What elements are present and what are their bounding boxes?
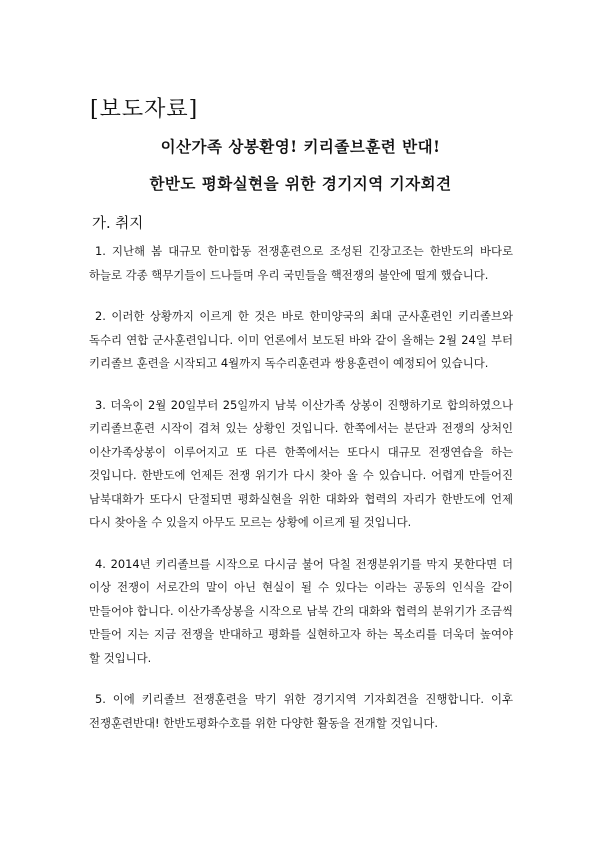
paragraph-5: 5. 이에 키리졸브 전쟁훈련을 막기 위한 경기지역 기자회견을 진행합니다. 이후 전쟁훈련반대! 한반도평화수호를 위한 다양한 활동을 전개할 것입니다.: [89, 692, 513, 730]
paragraph-3: 3. 더욱이 2월 20일부터 25일까지 남북 이산가족 상봉이 진행하기로 합의하였으나 키리졸브훈련 시작이 겹쳐 있는 상황인 것입니다. 한쪽에서는 분단과 전쟁의 상처인 이산가족상봉이 이루어지고 또 다른 한쪽에서는 또다시 대규모 전쟁연습을 하는 것입니다. 한반도에 언제든 전쟁 위기가 다시 찾아 올 수 있습니다. 어렵게 만들어진 남북대화가 또다시 단절되면 평화실현을 위한 대화와 협력의 자리가 한반도에 언제 다시 찾아올 수 있을지 아무도 모르는 상황에 이르게 될 것입니다.: [89, 397, 513, 529]
paragraph-4: 4. 2014년 키리졸브를 시작으로 다시금 불어 닥칠 전쟁분위기를 막지 못한다면 더 이상 전쟁이 서로간의 말이 아닌 현실이 될 수 있다는 이라는 공동의 인식을 같이 만들어야 합니다. 이산가족상봉을 시작으로 남북 간의 대화와 협력의 분위기가 조금씩 만들어 지는 지금 전쟁을 반대하고 평화를 실현하고자 하는 목소리를 더욱더 높여야 할 것입니다.: [89, 556, 513, 665]
title-line-1: 이산가족 상봉환영! 키리졸브훈련 반대!: [160, 137, 441, 156]
body-paragraphs: [89, 240, 513, 753]
paragraph-1: 1. 지난해 봄 대규모 한미합동 전쟁훈련으로 조성된 긴장고조는 한반도의 바다로 하늘로 각종 핵무기들이 드나들며 우리 국민들을 핵전쟁의 불안에 떨게 했습니다.: [89, 244, 513, 282]
paragraph-2: 2. 이러한 상황까지 이르게 한 것은 바로 한미양국의 최대 군사훈련인 키리졸브와 독수리 연합 군사훈련입니다. 이미 언론에서 보도된 바와 같이 올해는 2월 24일 부터 키리졸브 훈련을 시작되고 4월까지 독수리훈련과 쌍용훈련이 예정되어 있습니다.: [89, 309, 513, 370]
press-release-tag: [보도자료]: [90, 97, 199, 122]
title-line-2: 한반도 평화실현을 위한 경기지역 기자회견: [149, 174, 452, 193]
section-heading: 가. 취지: [92, 216, 144, 232]
